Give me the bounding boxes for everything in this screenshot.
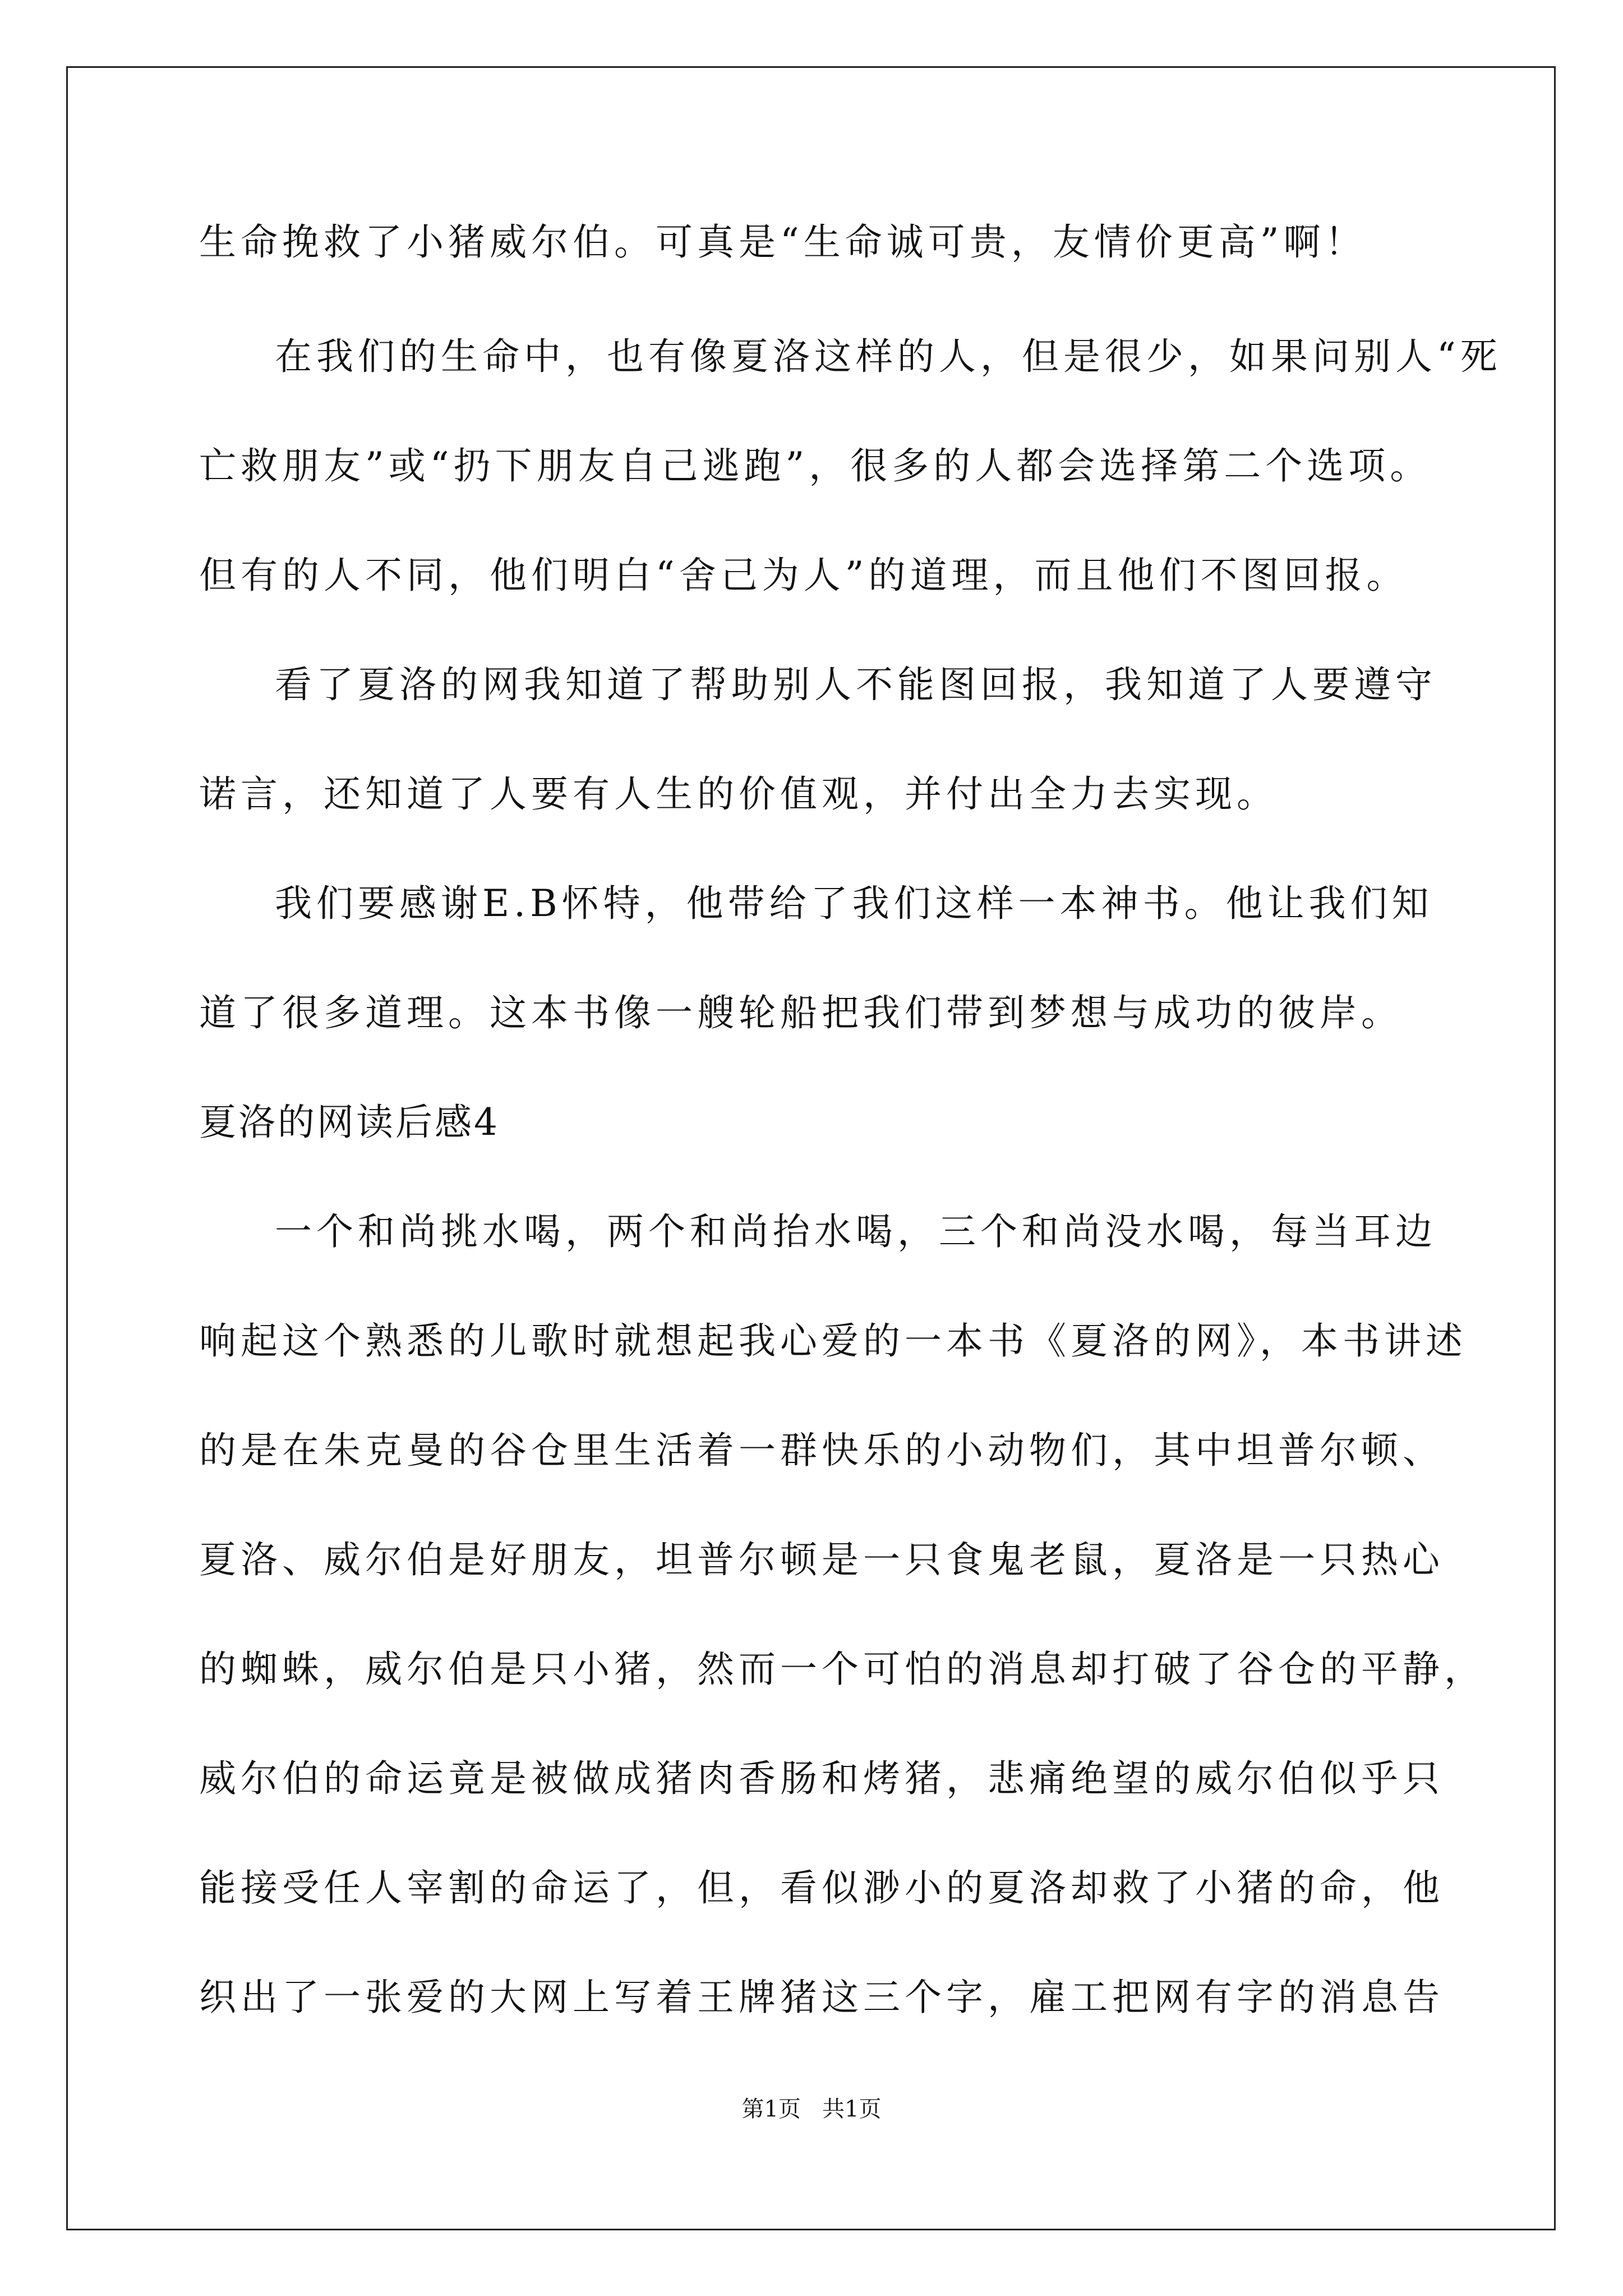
paragraph-start: 看了夏洛的网我知道了帮助别人不能图回报，我知道了人要遵守: [275, 663, 1437, 706]
text-line: 的是在朱克曼的谷仓里生活着一群快乐的小动物们，其中坦普尔顿、: [199, 1429, 1444, 1472]
text-line: 能接受任人宰割的命运了，但，看似渺小的夏洛却救了小猪的命，他: [199, 1866, 1444, 1910]
section-heading: 夏洛的网读后感4: [199, 1101, 500, 1144]
paragraph-start: 在我们的生命中，也有像夏洛这样的人，但是很少，如果问别人“死: [275, 335, 1502, 378]
text-line: 但有的人不同，他们明白“舍己为人”的道理，而且他们不图回报。: [199, 554, 1408, 597]
text-line: 织出了一张爱的大网上写着王牌猪这三个字，雇工把网有字的消息告: [199, 1976, 1444, 2019]
paragraph-start: 一个和尚挑水喝，两个和尚抬水喝，三个和尚没水喝，每当耳边: [275, 1210, 1437, 1253]
text-line: 道了很多道理。这本书像一艘轮船把我们带到梦想与成功的彼岸。: [199, 991, 1403, 1034]
text-line: 生命挽救了小猪威尔伯。可真是“生命诚可贵，友情价更高”啊！: [199, 220, 1367, 264]
text-line: 威尔伯的命运竟是被做成猪肉香肠和烤猪，悲痛绝望的威尔伯似乎只: [199, 1757, 1444, 1800]
text-line: 的蜘蛛，威尔伯是只小猪，然而一个可怕的消息却打破了谷仓的平静，: [199, 1648, 1486, 1691]
text-line: 诺言，还知道了人要有人生的价值观，并付出全力去实现。: [199, 772, 1278, 816]
text-line: 响起这个熟悉的儿歌时就想起我心爱的一本书《夏洛的网》，本书讲述: [199, 1319, 1467, 1363]
text-line: 亡救朋友”或“扔下朋友自己逃跑”，很多的人都会选择第二个选项。: [199, 444, 1432, 487]
page-number-footer: 第1页 共1页: [741, 2096, 882, 2122]
text-line: 夏洛、威尔伯是好朋友，坦普尔顿是一只食鬼老鼠，夏洛是一只热心: [199, 1538, 1444, 1581]
paragraph-start: 我们要感谢E.B怀特，他带给了我们这样一本神书。他让我们知: [275, 882, 1433, 925]
